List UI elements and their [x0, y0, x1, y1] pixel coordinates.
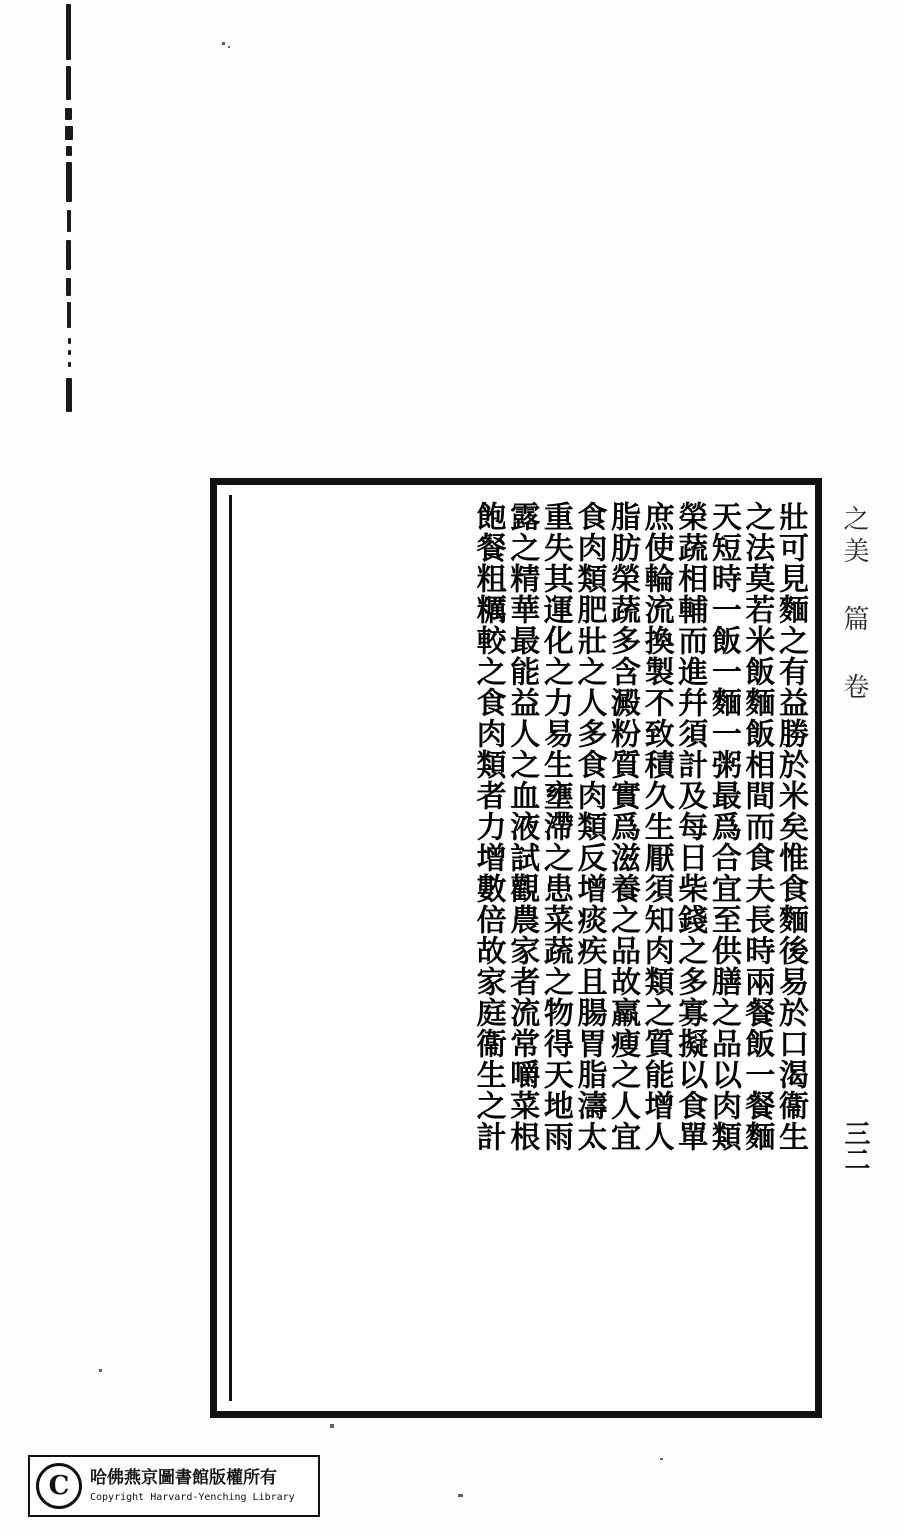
text-block-frame [210, 478, 822, 1418]
copyright-stamp-english: Copyright Harvard-Yenching Library [90, 1491, 295, 1503]
text-column: 食肉類肥壯之人多食肉類反增痰疾且腸胃脂濤太 [571, 501, 607, 1152]
text-column: 庶使輪流換製不致積久生厭須知肉類之質能增人 [638, 501, 674, 1152]
text-column: 之法莫若米飯麵飯相間而食夫長時兩餐飯一餐麵 [739, 501, 775, 1152]
text-column: 飽餐粗糲較之食肉類者力增數倍故家庭衞生之計 [470, 501, 506, 1152]
text-columns [235, 501, 808, 1399]
margin-ink-marks [62, 0, 86, 420]
copyright-stamp-text [90, 1468, 295, 1505]
text-column: 重失其運化之力易生壅滯之患菜蔬之物得天地雨 [537, 501, 573, 1152]
folio-number: 三二 [840, 1120, 870, 1172]
text-column: 榮蔬相輔而進幷須計及每日柴錢之多寡擬以食單 [672, 501, 708, 1152]
copyright-stamp-chinese: 哈佛燕京圖書館版權所有 [90, 1467, 277, 1488]
copyright-stamp [28, 1455, 320, 1517]
text-column: 露之精華最能益人之血液試觀農家者流常嚼菜根 [504, 501, 540, 1152]
copyright-symbol-icon: C [36, 1463, 82, 1509]
text-column: 天短時一飯一麵一粥最爲合宜至供膳之品以肉類 [705, 501, 741, 1152]
text-column: 脂肪榮蔬多含澱粉質實爲滋養之品故羸瘦之人宜 [605, 501, 641, 1152]
text-column: 壯可見麵之有益勝於米矣惟食麵後易於口渴衞生 [773, 501, 808, 1152]
running-title: 之美 篇 卷 [839, 505, 869, 705]
